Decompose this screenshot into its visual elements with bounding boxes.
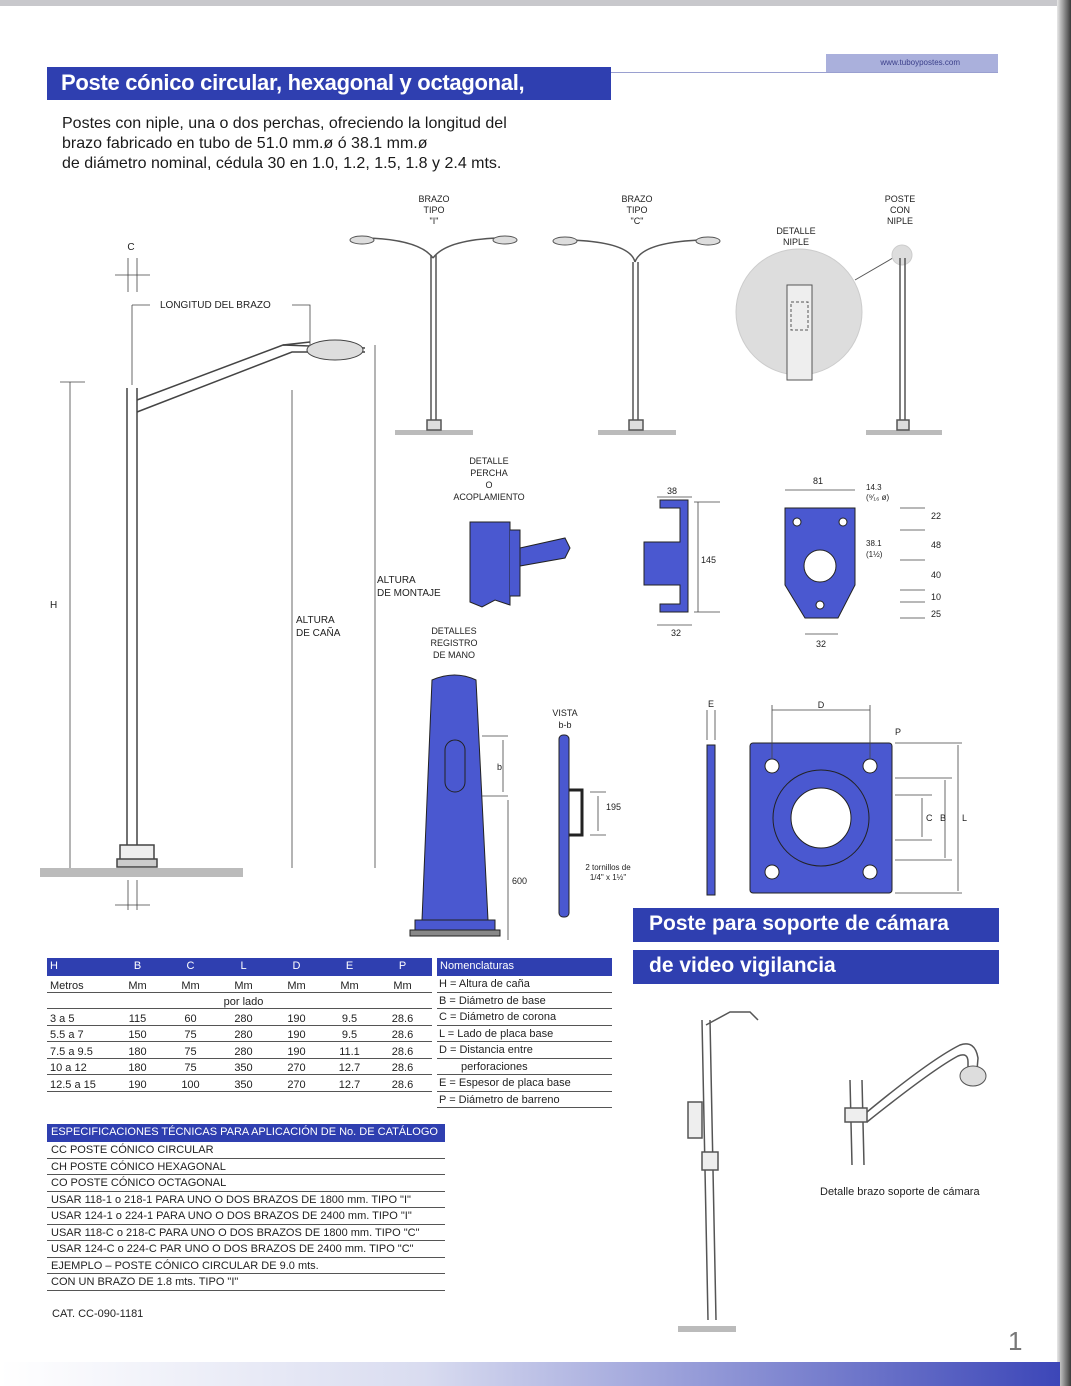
- catalog-code: CAT. CC-090-1181: [52, 1308, 144, 1320]
- label-brazo-i-1: BRAZO: [418, 194, 450, 204]
- units-row: [47, 976, 432, 993]
- page-edge-top: [0, 0, 1071, 6]
- header-p: P: [398, 960, 407, 972]
- unit-d: Mm: [287, 979, 306, 992]
- dim-40: 40: [931, 570, 942, 580]
- website-url[interactable]: www.tuboypostes.com: [826, 54, 998, 72]
- base-plate-side: [707, 745, 715, 895]
- label-h: H: [50, 600, 58, 611]
- dim-600: 600: [512, 876, 528, 886]
- list-item: B = Diámetro de base: [437, 993, 612, 1010]
- dim-25: 25: [931, 609, 942, 619]
- page-number: 1: [1008, 1326, 1023, 1356]
- base-plate-center: [791, 788, 851, 848]
- label-poste-niple-1: POSTE: [884, 194, 916, 204]
- dim-32a: 32: [670, 628, 682, 638]
- ground-main: [40, 868, 243, 877]
- list-item: D = Distancia entre: [437, 1042, 612, 1059]
- page-title: Poste cónico circular, hexagonal y octagonal,: [47, 67, 611, 100]
- vista-bar: [559, 735, 569, 917]
- dim-14-3: 14.3: [866, 483, 882, 492]
- registro-base: [415, 920, 495, 930]
- label-brazo-i-2: TIPO: [423, 205, 445, 215]
- unit-e: Mm: [340, 979, 359, 992]
- base-plate-hole-tr: [863, 759, 877, 773]
- label-registro-1: DETALLES: [431, 626, 477, 636]
- camera-dome: [960, 1066, 986, 1086]
- pole-brazo-c: [570, 240, 702, 430]
- table-row: 7.5 a 9.5 180 75 280 190 11.1 28.6: [47, 1042, 432, 1059]
- list-item: CC POSTE CÓNICO CIRCULAR: [47, 1142, 445, 1159]
- dim-32b: 32: [815, 639, 827, 649]
- unit-b: Mm: [128, 979, 147, 992]
- intro-text: [62, 114, 622, 174]
- unit-p: Mm: [393, 979, 412, 992]
- catalog-title: ESPECIFICACIONES TÉCNICAS PARA APLICACIÓN DE No. DE CATÁLOGO: [47, 1124, 445, 1142]
- table-row: 12.5 a 15 190 100 350 270 12.7 28.6: [47, 1075, 432, 1092]
- label-plate-e: E: [707, 699, 715, 709]
- label-plate-p: P: [895, 727, 902, 737]
- label-detalle-niple-2: NIPLE: [782, 237, 810, 247]
- label-registro-3: DE MANO: [432, 650, 476, 660]
- camera-title-2: de video vigilancia: [633, 950, 999, 984]
- dim-b: b: [497, 762, 503, 772]
- camera-caption: Detalle brazo soporte de cámara: [820, 1186, 980, 1198]
- label-tornillos-2: 1/4" x 1½": [589, 873, 627, 882]
- dim-145: 145: [701, 555, 717, 565]
- header-l: L: [240, 960, 247, 972]
- header-h: H: [50, 960, 58, 972]
- niple-callout: [892, 245, 912, 265]
- list-item: P = Diámetro de barreno: [437, 1092, 612, 1109]
- dim-81: 81: [812, 476, 824, 486]
- dim-14-3b: (⁹⁄₁₆ ø): [866, 493, 890, 502]
- lamp-c-right: [696, 237, 720, 245]
- list-item: C = Diámetro de corona: [437, 1009, 612, 1026]
- base-plate-hole-bl: [765, 865, 779, 879]
- label-brazo-c-1: BRAZO: [621, 194, 653, 204]
- label-poste-niple-2: CON: [890, 205, 910, 215]
- technical-drawing: [0, 180, 1060, 950]
- dim-38: 38: [666, 486, 678, 496]
- lamp-i-left: [350, 236, 374, 244]
- list-item: perforaciones: [437, 1059, 612, 1076]
- percha-tube: [470, 522, 510, 607]
- nomenclaturas-title: Nomenclaturas: [437, 958, 612, 976]
- list-item: H = Altura de caña: [437, 976, 612, 993]
- registro-pole: [422, 675, 488, 920]
- list-item: EJEMPLO – POSTE CÓNICO CIRCULAR DE 9.0 mts.: [47, 1258, 445, 1275]
- label-plate-c: C: [926, 813, 933, 823]
- camera-pole-drawing: [640, 990, 1020, 1340]
- dim-38-1: 38.1: [866, 539, 882, 548]
- label-plate-l: L: [962, 813, 968, 823]
- spec-table: [47, 958, 432, 1092]
- label-percha-3: O: [485, 480, 493, 490]
- camera-pole-ground: [678, 1326, 736, 1332]
- list-item: E = Espesor de placa base: [437, 1075, 612, 1092]
- label-altura-cana-1: ALTURA: [296, 615, 335, 626]
- table-row: 10 a 12 180 75 350 270 12.7 28.6: [47, 1059, 432, 1076]
- bracket-profile: [644, 500, 688, 612]
- catalog-specs: [47, 1124, 445, 1291]
- spec-table-header: [47, 958, 432, 976]
- label-c: C: [127, 242, 135, 253]
- plate-hole-bottom: [816, 601, 824, 609]
- registro-base-plate: [410, 930, 500, 936]
- list-item: CO POSTE CÓNICO OCTAGONAL: [47, 1175, 445, 1192]
- lamp-head: [307, 340, 363, 360]
- label-vista-2: b-b: [558, 720, 572, 730]
- plate-hole-center: [804, 550, 836, 582]
- percha-clamp: [510, 530, 520, 596]
- label-percha-1: DETALLE: [469, 456, 509, 466]
- percha-arm: [520, 538, 570, 566]
- list-item: USAR 118-C o 218-C PARA UNO O DOS BRAZOS DE 1800 mm. TIPO "C": [47, 1225, 445, 1242]
- niple-detail-tube: [787, 285, 812, 380]
- por-lado-row: [47, 993, 432, 1010]
- label-altura-cana-2: DE CAÑA: [296, 628, 341, 639]
- vista-clamp: [569, 790, 582, 835]
- base-plate-hole-tl: [765, 759, 779, 773]
- list-item: CH POSTE CÓNICO HEXAGONAL: [47, 1159, 445, 1176]
- label-tornillos-1: 2 tornillos de: [585, 863, 631, 872]
- unit-c: Mm: [181, 979, 200, 992]
- page-edge-bottom: [0, 1362, 1060, 1386]
- lamp-i-right: [493, 236, 517, 244]
- label-brazo-c-3: "C": [630, 216, 644, 226]
- header-b: B: [133, 960, 142, 972]
- label-vista-1: VISTA: [552, 708, 578, 718]
- list-item: USAR 118-1 o 218-1 PARA UNO O DOS BRAZOS DE 1800 mm. TIPO "I": [47, 1192, 445, 1209]
- base-plate-hole-br: [863, 865, 877, 879]
- intro-line-2: brazo fabricado en tubo de 51.0 mm.ø ó 38.1 mm.ø: [62, 135, 428, 152]
- intro-line-3: de diámetro nominal, cédula 30 en 1.0, 1.2, 1.5, 1.8 y 2.4 mts.: [62, 155, 502, 172]
- label-arm-length: LONGITUD DEL BRAZO: [160, 300, 271, 311]
- unit-l: Mm: [234, 979, 253, 992]
- label-plate-d: D: [817, 700, 825, 710]
- intro-line-1: Postes con niple, una o dos perchas, ofreciendo la longitud del: [62, 115, 507, 132]
- label-detalle-niple-1: DETALLE: [776, 226, 816, 236]
- dim-195: 195: [606, 802, 622, 812]
- table-row: 3 a 5 115 60 280 190 9.5 28.6: [47, 1009, 432, 1026]
- por-lado: por lado: [223, 996, 264, 1008]
- label-brazo-c-2: TIPO: [626, 205, 648, 215]
- dim-10: 10: [931, 592, 942, 602]
- list-item: L = Lado de placa base: [437, 1026, 612, 1043]
- dim-38-1b: (1½): [866, 550, 883, 559]
- plate-hole-tl: [793, 518, 801, 526]
- table-row: 5.5 a 7 150 75 280 190 9.5 28.6: [47, 1026, 432, 1043]
- nomenclaturas: [437, 958, 612, 1108]
- header-c: C: [186, 960, 195, 972]
- main-pole: [117, 342, 365, 867]
- registro-opening: [445, 740, 465, 792]
- label-altura-montaje-1: ALTURA: [377, 575, 416, 586]
- list-item: USAR 124-1 o 224-1 PARA UNO O DOS BRAZOS DE 2400 mm. TIPO "I": [47, 1208, 445, 1225]
- header-e: E: [345, 960, 354, 972]
- label-registro-2: REGISTRO: [430, 638, 478, 648]
- label-plate-b: B: [940, 813, 947, 823]
- camera-title-1: Poste para soporte de cámara: [633, 908, 999, 942]
- lamp-c-left: [553, 237, 577, 245]
- dim-22: 22: [931, 511, 942, 521]
- label-percha-2: PERCHA: [470, 468, 508, 478]
- plate-hole-tr: [839, 518, 847, 526]
- label-percha-4: ACOPLAMIENTO: [453, 492, 525, 502]
- unit-h: Metros: [50, 979, 84, 992]
- label-brazo-i-3: "I": [429, 216, 439, 226]
- pole-brazo-i: [368, 238, 498, 430]
- dim-48: 48: [931, 540, 942, 550]
- label-poste-niple-3: NIPLE: [886, 216, 914, 226]
- pole-niple: [897, 258, 909, 430]
- header-d: D: [292, 960, 301, 972]
- title-rule: [611, 72, 998, 73]
- list-item: USAR 124-C o 224-C PAR UNO O DOS BRAZOS DE 2400 mm. TIPO "C": [47, 1241, 445, 1258]
- list-item: CON UN BRAZO DE 1.8 mts. TIPO "I": [47, 1274, 445, 1291]
- label-altura-montaje-2: DE MONTAJE: [377, 588, 441, 599]
- camera-arm-detail: [845, 1044, 978, 1165]
